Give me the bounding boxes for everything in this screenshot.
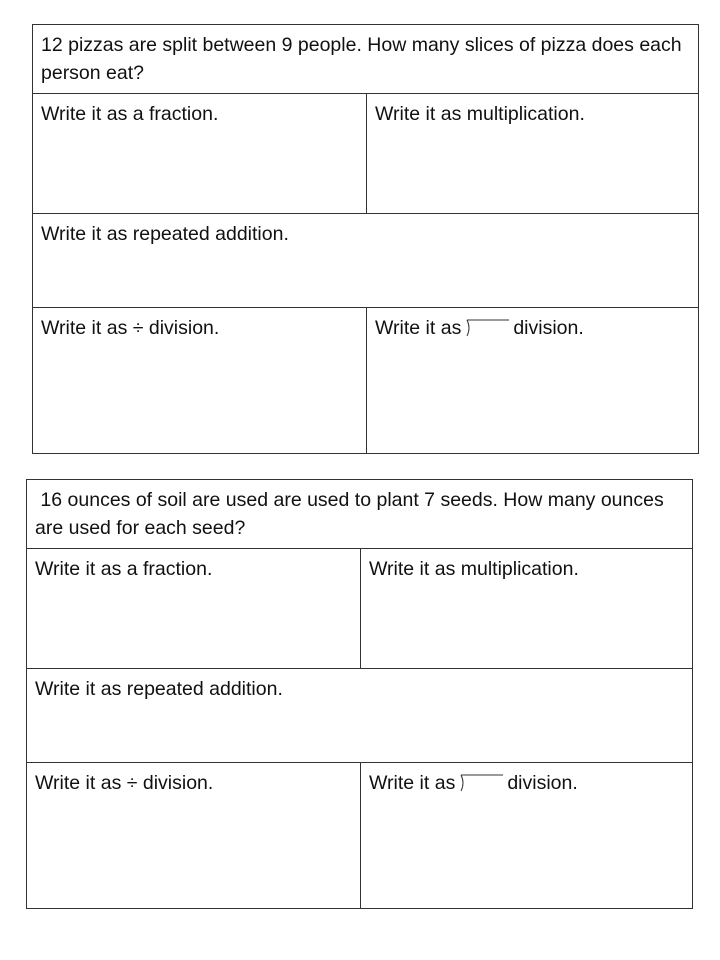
long-division-answer-cell[interactable] <box>361 763 693 909</box>
long-division-bracket-icon <box>465 319 509 337</box>
fraction-answer-cell[interactable] <box>27 549 361 669</box>
long-division-answer-cell[interactable] <box>367 308 699 454</box>
fraction-prompt: Write it as a fraction. <box>35 558 213 580</box>
long-division-prompt-suffix: division. <box>507 772 578 794</box>
question-cell <box>27 480 693 549</box>
division-sign-prompt: Write it as ÷ division. <box>35 772 214 794</box>
multiplication-prompt: Write it as multiplication. <box>375 103 585 125</box>
division-sign-answer-cell[interactable] <box>33 308 367 454</box>
worksheet-1 <box>32 24 699 454</box>
repeated-addition-answer-cell[interactable] <box>33 214 699 308</box>
multiplication-answer-cell[interactable] <box>361 549 693 669</box>
multiplication-answer-cell[interactable] <box>367 94 699 214</box>
long-division-bracket-icon <box>459 774 503 792</box>
long-division-prompt-prefix: Write it as <box>375 317 462 339</box>
multiplication-prompt: Write it as multiplication. <box>369 558 579 580</box>
long-division-prompt-prefix: Write it as <box>369 772 456 794</box>
worksheet-2 <box>26 479 693 909</box>
question-text: 16 ounces of soil are used are used to plant 7 seeds. How many ounces are used for each seed? <box>35 489 670 539</box>
question-cell <box>33 25 699 94</box>
repeated-addition-answer-cell[interactable] <box>27 669 693 763</box>
repeated-addition-prompt: Write it as repeated addition. <box>41 223 289 245</box>
repeated-addition-prompt: Write it as repeated addition. <box>35 678 283 700</box>
division-sign-prompt: Write it as ÷ division. <box>41 317 220 339</box>
fraction-prompt: Write it as a fraction. <box>41 103 219 125</box>
long-division-prompt-suffix: division. <box>513 317 584 339</box>
question-text: 12 pizzas are split between 9 people. How many slices of pizza does each person eat? <box>41 34 682 84</box>
fraction-answer-cell[interactable] <box>33 94 367 214</box>
division-sign-answer-cell[interactable] <box>27 763 361 909</box>
